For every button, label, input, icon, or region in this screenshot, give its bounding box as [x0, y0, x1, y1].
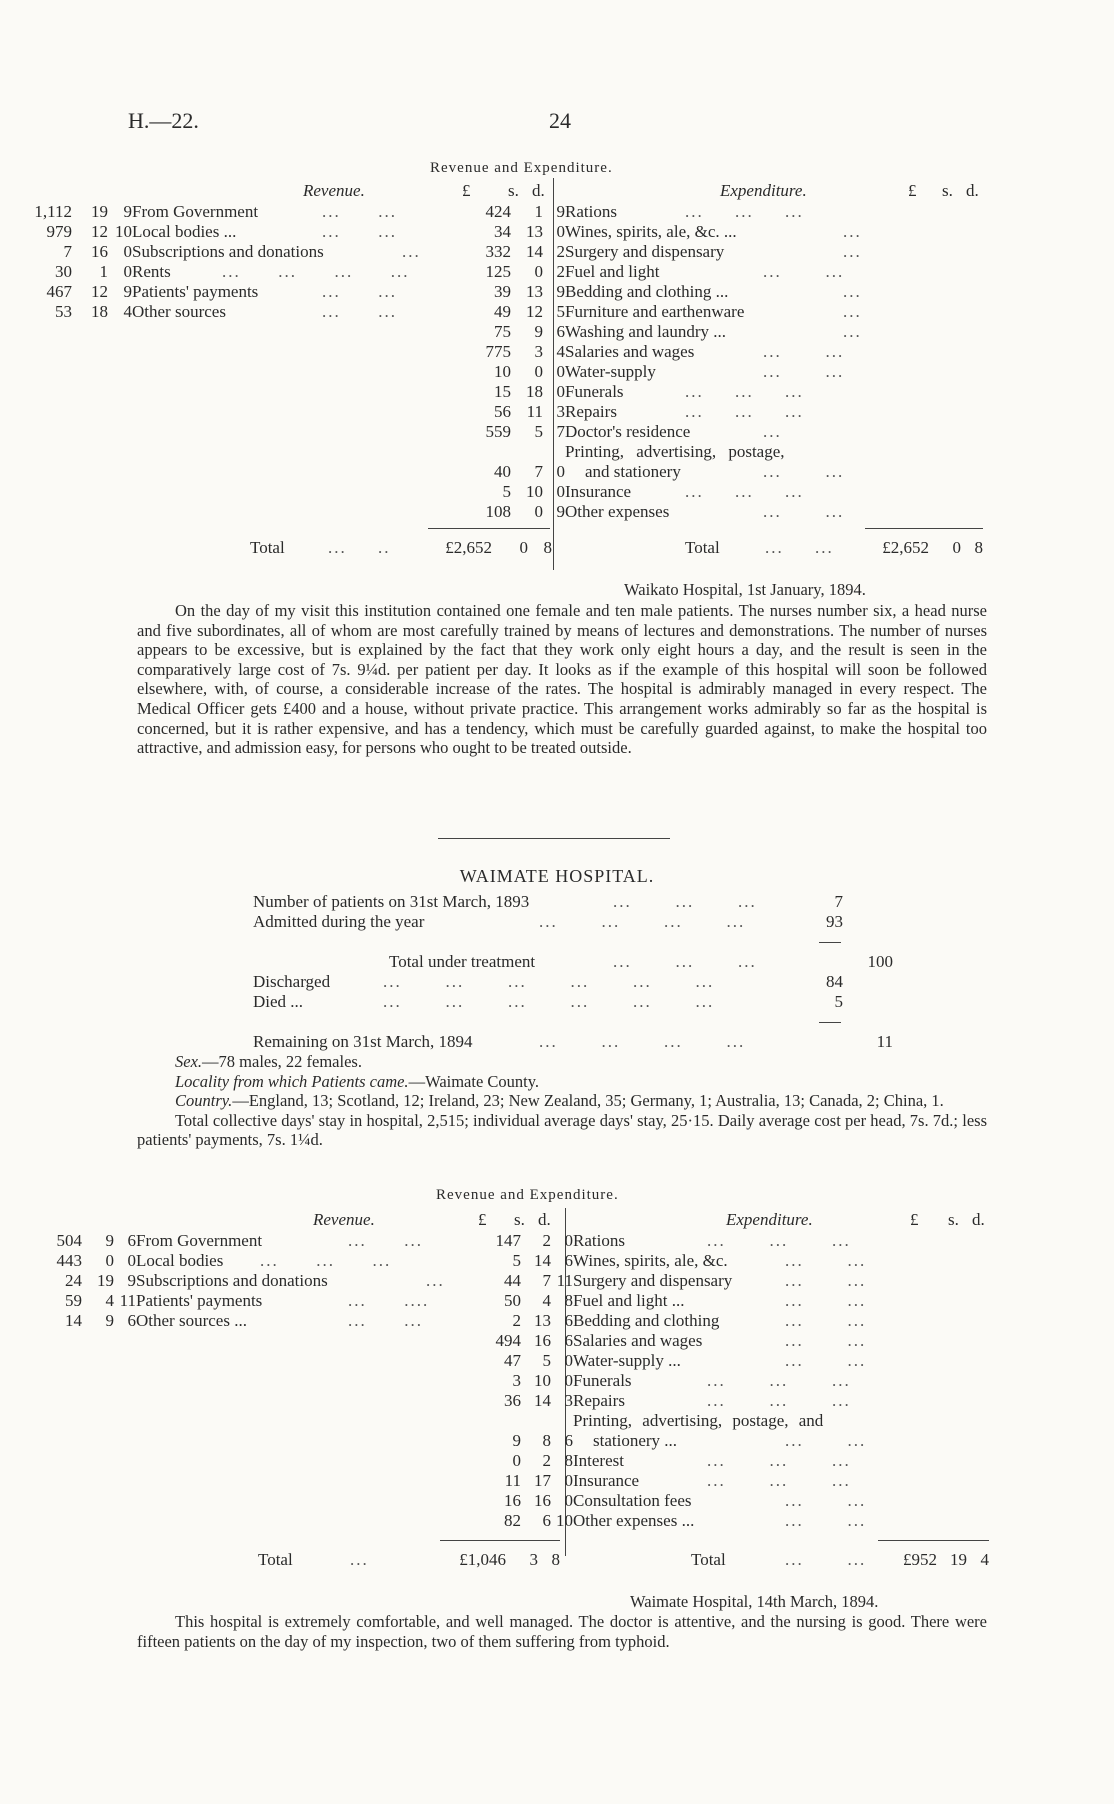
row-label: Water-supply — [565, 362, 656, 381]
row-pounds: 40 — [494, 462, 511, 481]
row-label: and stationery — [585, 462, 681, 481]
row-label: Other sources ... — [136, 1311, 247, 1330]
row-label: Wines, spirits, ale, &c. — [573, 1251, 728, 1270]
row-pounds: 15 — [494, 382, 511, 401]
row-shillings: 0 — [534, 502, 543, 521]
row-pounds: 504 — [56, 1231, 82, 1250]
row-shillings: 0 — [534, 262, 543, 281]
waikato-rev-pound-head: £ — [462, 181, 471, 200]
waimate-rev-pound-head: £ — [478, 1210, 487, 1229]
waikato-exp-shilling-head: s. — [942, 181, 953, 200]
row-pence: 0 — [564, 1351, 573, 1370]
waimate-expenditure-heading: Expenditure. — [726, 1210, 813, 1229]
row-shillings: 14 — [526, 242, 543, 261]
row-shillings: 16 — [534, 1331, 551, 1350]
row-shillings: 19 — [97, 1271, 114, 1290]
row-pence: 6 — [564, 1311, 573, 1330]
row-pence: 4 — [123, 302, 132, 321]
stat-value: 11 — [876, 1032, 893, 1051]
row-pounds: 7 — [63, 242, 72, 261]
row-pounds: 39 — [494, 282, 511, 301]
row-pounds: 147 — [495, 1231, 521, 1250]
section-divider — [438, 838, 670, 839]
row-shillings: 1 — [534, 202, 543, 221]
row-pounds: 24 — [65, 1271, 82, 1290]
waimate-title: WAIMATE HOSPITAL. — [459, 866, 655, 886]
total-pounds: £1,046 — [459, 1550, 506, 1569]
waimate-sex — [137, 1052, 987, 1072]
row-pounds: 979 — [46, 222, 72, 241]
row-pounds: 9 — [512, 1431, 521, 1450]
row-pence: 0 — [123, 262, 132, 281]
waimate-details — [137, 1052, 987, 1150]
waimate-expenditure-total-rule — [878, 1540, 989, 1541]
waimate-rev-shilling-head: s. — [514, 1210, 525, 1229]
row-label: Other sources — [132, 302, 226, 321]
waimate-exp-pound-head: £ — [910, 1210, 919, 1229]
row-pounds: 1,112 — [34, 202, 72, 221]
row-label: Surgery and dispensary — [573, 1271, 733, 1290]
waikato-column-divider — [553, 178, 554, 570]
row-shillings: 9 — [534, 322, 543, 341]
row-shillings: 10 — [526, 482, 543, 501]
row-pence: 6 — [564, 1251, 573, 1270]
row-pence: 9 — [127, 1271, 136, 1290]
row-label: Washing and laundry ... — [565, 322, 727, 341]
row-label: Printing, advertising, postage, and — [573, 1411, 824, 1430]
waimate-rev-exp-heading: Revenue and Expenditure. — [436, 1187, 619, 1203]
row-pence: 11 — [119, 1291, 136, 1310]
row-shillings: 4 — [542, 1291, 551, 1310]
total-shillings: 0 — [952, 538, 961, 557]
waikato-signature: Waikato Hospital, 1st January, 1894. — [624, 580, 866, 599]
row-pounds: 82 — [504, 1511, 521, 1530]
row-shillings: 7 — [534, 462, 543, 481]
row-shillings: 18 — [91, 302, 108, 321]
stat-value: 100 — [867, 952, 893, 971]
waimate-expenditure-total-row: Total ... ... £952 19 4 — [691, 1550, 989, 1569]
row-pounds: 5 — [512, 1251, 521, 1270]
waikato-rev-exp-heading: Revenue and Expenditure. — [430, 160, 613, 176]
row-pence: 4 — [556, 342, 565, 361]
waikato-report-text: On the day of my visit this institution contained one female and ten male patients. The nurses number six, a head nurse and five subordinates, all of whom are most carefully trained by means of lectures and demonstrations. The number of nurses appears to be excessive, but is explained by the fact that they work only eight hours a day, and the result is seen in the comparatively large cost of 7s. 9¼d. per patient per day. It looks as if the example of this hospital will soon be followed elsewhere, with, of course, a considerable increase of the rates. The hospital is admirably managed in every respect. The Medical Officer gets £400 and a house, without private practice. This arrangement works admirably so far as the hospital is concerned, but it is rather expensive, and has a tendency, which must be carefully guarded against, to make the hospital too attractive, and admission easy, for persons who ought to be treated outside. — [137, 601, 987, 758]
row-pounds: 3 — [512, 1371, 521, 1390]
row-pence: 0 — [556, 462, 565, 481]
row-label: Fuel and light ... — [573, 1291, 685, 1310]
row-pence: 10 — [556, 1511, 573, 1530]
stat-row: Discharged ... ... ... ... ... ... 84 — [253, 972, 843, 991]
row-pence: 6 — [564, 1331, 573, 1350]
row-shillings: 17 — [534, 1471, 551, 1490]
row-label: Subscriptions and donations — [136, 1271, 328, 1290]
row-shillings: 11 — [526, 402, 543, 421]
row-shillings: 0 — [105, 1251, 114, 1270]
row-pence: 9 — [556, 282, 565, 301]
row-shillings: 9 — [105, 1231, 114, 1250]
row-pounds: 10 — [494, 362, 511, 381]
row-pence: 0 — [123, 242, 132, 261]
waimate-locality — [137, 1072, 987, 1092]
row-shillings: 13 — [526, 282, 543, 301]
row-pence: 3 — [564, 1391, 573, 1410]
row-shillings: 18 — [526, 382, 543, 401]
stat-row: Admitted during the year ... ... ... ... 93 — [253, 912, 843, 931]
row-shillings: 12 — [91, 282, 108, 301]
row-shillings: 14 — [534, 1251, 551, 1270]
row-label: Rents — [132, 262, 171, 281]
waikato-revenue-total-rule — [428, 528, 550, 529]
row-label: Consultation fees — [573, 1491, 692, 1510]
row-pence: 9 — [123, 282, 132, 301]
row-shillings: 1 — [99, 262, 108, 281]
waikato-rev-pence-head: d. — [532, 181, 545, 200]
row-pounds: 14 — [65, 1311, 82, 1330]
row-shillings: 0 — [534, 362, 543, 381]
row-label: Subscriptions and donations — [132, 242, 324, 261]
row-pence: 9 — [556, 502, 565, 521]
waimate-title-wrap — [0, 866, 1114, 887]
total-pounds: £2,652 — [882, 538, 929, 557]
row-label: Water-supply ... — [573, 1351, 681, 1370]
row-pounds: 775 — [485, 342, 511, 361]
row-label: Wines, spirits, ale, &c. ... — [565, 222, 737, 241]
row-label: Local bodies — [136, 1251, 224, 1270]
stat-value: 93 — [826, 912, 843, 931]
total-label: Total — [691, 1550, 726, 1569]
locality-value: —Waimate County. — [408, 1071, 540, 1091]
total-pence: 8 — [543, 538, 552, 557]
row-pence: 0 — [556, 362, 565, 381]
row-pounds: 494 — [495, 1331, 521, 1350]
row-pence: 8 — [564, 1451, 573, 1470]
waimate-days-stay: Total collective days' stay in hospital, 2,515; individual average days' stay, 25·15. Daily average cost per head, 7s. 7d.; less patients' payments, 7s. 1¼d. — [137, 1110, 987, 1150]
waikato-rev-shilling-head: s. — [508, 181, 519, 200]
row-shillings: 9 — [105, 1311, 114, 1330]
waimate-revenue-heading: Revenue. — [313, 1210, 375, 1229]
country-label: Country. — [175, 1091, 233, 1111]
row-label: Insurance — [565, 482, 632, 501]
waimate-report — [137, 1612, 987, 1651]
row-shillings: 4 — [105, 1291, 114, 1310]
row-pounds: 108 — [485, 502, 511, 521]
row-shillings: 13 — [534, 1311, 551, 1330]
row-label: Salaries and wages — [565, 342, 695, 361]
total-pounds: £2,652 — [445, 538, 492, 557]
page-number: 24 — [549, 108, 571, 133]
row-label: Other expenses ... — [573, 1511, 695, 1530]
row-pence: 6 — [127, 1231, 136, 1250]
total-pence: 8 — [974, 538, 983, 557]
row-shillings: 12 — [91, 222, 108, 241]
waimate-report-text: This hospital is extremely comfortable, and well managed. The doctor is attentive, and the nursing is good. There were fifteen patients on the day of my inspection, two of them suffering from typhoid. — [137, 1612, 987, 1651]
waimate-rev-pence-head: d. — [538, 1210, 551, 1229]
row-pounds: 59 — [65, 1291, 82, 1310]
row-shillings: 2 — [542, 1451, 551, 1470]
stat-value: 7 — [834, 892, 843, 911]
total-label: Total — [250, 538, 285, 557]
waikato-expenditure-total-rule — [865, 528, 983, 529]
row-pounds: 44 — [504, 1271, 521, 1290]
row-pounds: 53 — [55, 302, 72, 321]
row-pounds: 0 — [512, 1451, 521, 1470]
waikato-revenue-heading: Revenue. — [303, 181, 365, 200]
total-pence: 4 — [980, 1550, 989, 1569]
row-shillings: 16 — [91, 242, 108, 261]
sex-value: —78 males, 22 females. — [202, 1052, 362, 1071]
waikato-expenditure-total-row: Total ... ... £2,652 0 8 — [685, 538, 983, 557]
row-label: Rations — [565, 202, 617, 221]
row-pence: 8 — [564, 1291, 573, 1310]
row-pence: 9 — [123, 202, 132, 221]
row-shillings: 13 — [526, 222, 543, 241]
row-shillings: 16 — [534, 1491, 551, 1510]
row-pence: 7 — [556, 422, 565, 441]
row-pounds: 36 — [504, 1391, 521, 1410]
row-label: Furniture and earthenware — [565, 302, 745, 321]
row-pounds: 11 — [504, 1471, 521, 1490]
waikato-exp-pence-head: d. — [966, 181, 979, 200]
waimate-revenue-total-row: Total ... £1,046 3 8 — [258, 1550, 560, 1569]
waimate-exp-shilling-head: s. — [948, 1210, 959, 1229]
stat-rule — [819, 942, 841, 943]
waikato-expenditure-heading: Expenditure. — [720, 181, 807, 200]
row-pounds: 559 — [485, 422, 511, 441]
row-shillings: 12 — [526, 302, 543, 321]
row-label: Funerals — [565, 382, 624, 401]
row-pence: 0 — [127, 1251, 136, 1270]
stat-row: Total under treatment ... ... ... 100 — [389, 952, 893, 971]
row-pence: 10 — [115, 222, 132, 241]
row-label: stationery ... — [593, 1431, 678, 1450]
row-label: Insurance — [573, 1471, 640, 1490]
row-label: Doctor's residence — [565, 422, 691, 441]
row-shillings: 10 — [534, 1371, 551, 1390]
total-pence: 8 — [551, 1550, 560, 1569]
waikato-report — [137, 601, 987, 758]
stat-label: Discharged — [253, 972, 331, 991]
stat-value: 5 — [834, 992, 843, 1011]
row-label: Surgery and dispensary — [565, 242, 725, 261]
row-pence: 0 — [564, 1491, 573, 1510]
locality-label: Locality from which Patients came. — [175, 1071, 409, 1091]
page-reference: H.—22. — [128, 108, 199, 133]
waimate-signature: Waimate Hospital, 14th March, 1894. — [630, 1592, 879, 1611]
waimate-stats — [253, 892, 893, 1052]
row-pounds: 332 — [485, 242, 511, 261]
row-pounds: 16 — [504, 1491, 521, 1510]
row-pounds: 56 — [494, 402, 511, 421]
stat-row: Number of patients on 31st March, 1893 ... ... ... 7 — [253, 892, 843, 911]
row-pounds: 443 — [56, 1251, 82, 1270]
row-pounds: 424 — [485, 202, 511, 221]
row-pounds: 34 — [494, 222, 511, 241]
row-label: Salaries and wages — [573, 1331, 703, 1350]
row-label: Repairs — [573, 1391, 625, 1410]
row-pence: 2 — [556, 262, 565, 281]
row-shillings: 7 — [542, 1271, 551, 1290]
waimate-country — [137, 1091, 987, 1111]
row-pence: 0 — [564, 1471, 573, 1490]
row-pence: 5 — [556, 302, 565, 321]
waikato-revenue-total-row: Total ... .. £2,652 0 8 — [250, 538, 552, 557]
sex-label: Sex. — [175, 1052, 203, 1071]
row-shillings: 6 — [542, 1511, 551, 1530]
row-pounds: 47 — [504, 1351, 521, 1370]
waimate-revenue-total-rule — [440, 1540, 560, 1541]
row-pounds: 30 — [55, 262, 72, 281]
row-label: Interest — [573, 1451, 624, 1470]
row-pence: 0 — [556, 382, 565, 401]
row-label: From Government — [132, 202, 259, 221]
row-label: Repairs — [565, 402, 617, 421]
row-shillings: 19 — [91, 202, 108, 221]
row-pence: 0 — [556, 482, 565, 501]
stat-label: Died ... — [253, 992, 304, 1011]
row-pence: 11 — [556, 1271, 573, 1290]
row-label: Bedding and clothing ... — [565, 282, 729, 301]
row-pence: 2 — [556, 242, 565, 261]
row-label: Other expenses — [565, 502, 670, 521]
row-shillings: 3 — [534, 342, 543, 361]
row-label: Fuel and light — [565, 262, 660, 281]
stat-rule — [819, 1022, 841, 1023]
total-label: Total — [685, 538, 720, 557]
row-shillings: 5 — [542, 1351, 551, 1370]
row-pounds: 2 — [512, 1311, 521, 1330]
row-pence: 3 — [556, 402, 565, 421]
stat-row: Remaining on 31st March, 1894 ... ... ... ... 11 — [253, 1032, 893, 1051]
row-pence: 0 — [556, 222, 565, 241]
stat-label: Total under treatment — [389, 952, 536, 971]
row-label: Patients' payments — [132, 282, 259, 301]
row-shillings: 5 — [534, 422, 543, 441]
total-pounds: £952 — [903, 1550, 937, 1569]
stat-label: Admitted during the year — [253, 912, 425, 931]
stat-label: Number of patients on 31st March, 1893 — [253, 892, 530, 911]
row-pence: 0 — [564, 1371, 573, 1390]
row-pence: 9 — [556, 202, 565, 221]
stat-value: 84 — [826, 972, 843, 991]
row-label: Local bodies ... — [132, 222, 237, 241]
waikato-exp-pound-head: £ — [908, 181, 917, 200]
row-shillings: 8 — [542, 1431, 551, 1450]
row-label: Patients' payments — [136, 1291, 263, 1310]
row-pence: 0 — [564, 1231, 573, 1250]
row-pounds: 50 — [504, 1291, 521, 1310]
row-label: Rations — [573, 1231, 625, 1250]
row-pence: 6 — [127, 1311, 136, 1330]
stat-label: Remaining on 31st March, 1894 — [253, 1032, 473, 1051]
row-pence: 6 — [556, 322, 565, 341]
total-shillings: 19 — [950, 1550, 967, 1569]
total-label: Total — [258, 1550, 293, 1569]
row-pounds: 75 — [494, 322, 511, 341]
row-pence: 6 — [564, 1431, 573, 1450]
waimate-exp-pence-head: d. — [972, 1210, 985, 1229]
stat-row: Died ... ... ... ... ... ... ... 5 — [253, 992, 843, 1011]
row-label: Printing, advertising, postage, — [565, 442, 785, 461]
row-label: Funerals — [573, 1371, 632, 1390]
row-label: Bedding and clothing — [573, 1311, 720, 1330]
row-pounds: 49 — [494, 302, 511, 321]
row-shillings: 2 — [542, 1231, 551, 1250]
row-pounds: 467 — [46, 282, 72, 301]
total-shillings: 3 — [529, 1550, 538, 1569]
row-label: From Government — [136, 1231, 263, 1250]
row-pounds: 125 — [485, 262, 511, 281]
row-pounds: 5 — [502, 482, 511, 501]
total-shillings: 0 — [519, 538, 528, 557]
country-value: —England, 13; Scotland, 12; Ireland, 23; New Zealand, 35; Germany, 1; Australia, 13; Canada, 2; China, 1. — [232, 1091, 944, 1111]
row-shillings: 14 — [534, 1391, 551, 1410]
